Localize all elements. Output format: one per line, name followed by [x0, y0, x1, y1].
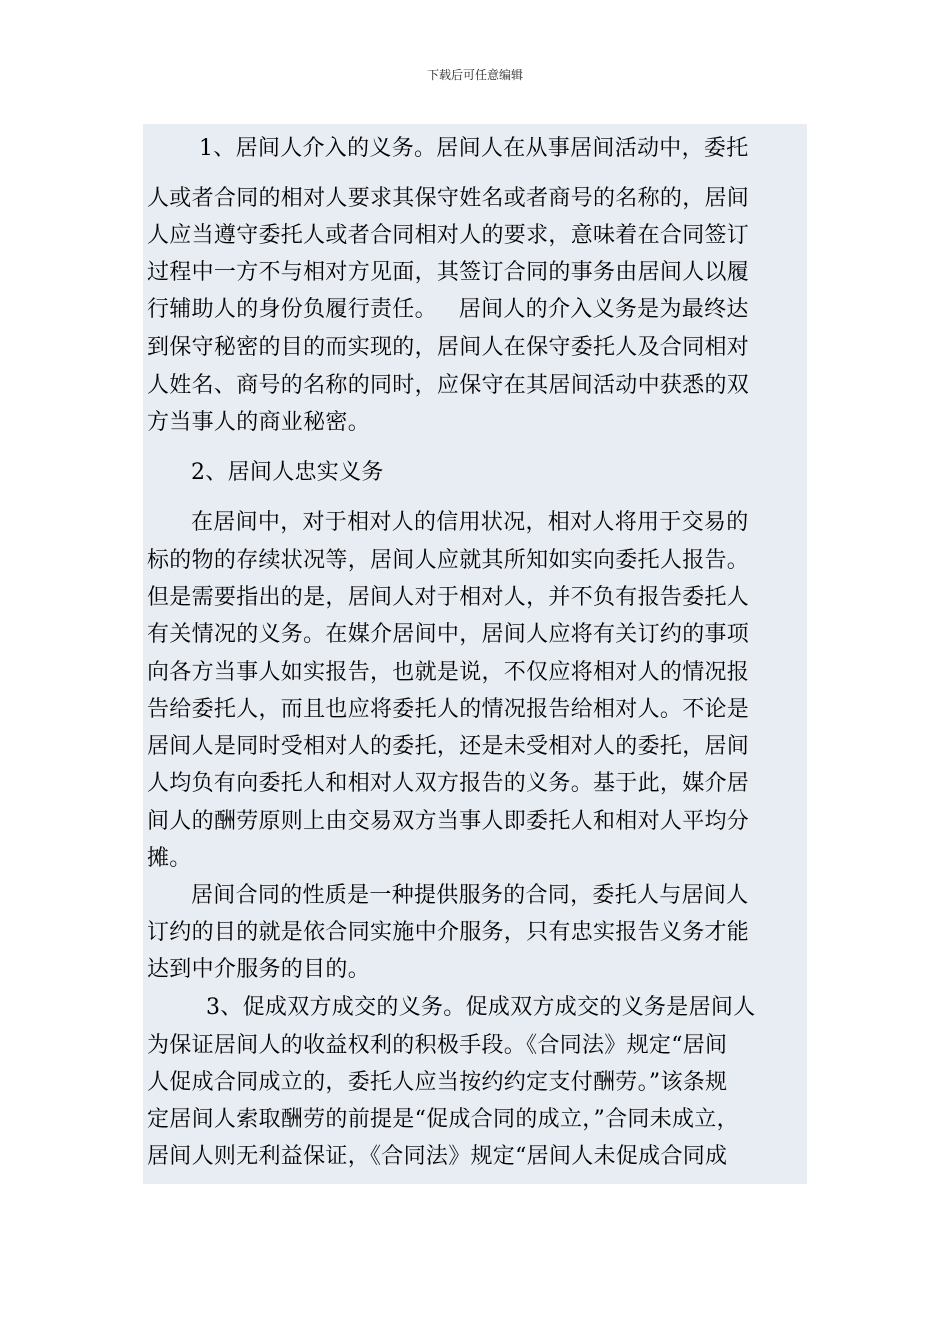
paragraph-3-line-2: 订约的目的就是依合同实施中介服务，只有忠实报告义务才能 — [147, 920, 750, 945]
paragraph-2-line-10: 摊。 — [147, 846, 192, 871]
paragraph-1-line-5: 行辅助人的身份负履行责任。 居间人的介入义务是为最终达 — [147, 297, 749, 322]
paragraph-2-line-6: 告给委托人，而且也应将委托人的情况报告给相对人。不论是 — [147, 697, 750, 722]
paragraph-1-line-3: 人应当遵守委托人或者合同相对人的要求，意味着在合同签订 — [147, 223, 750, 248]
paragraph-1-line-4: 过程中一方不与相对方见面，其签订合同的事务由居间人以履 — [147, 260, 750, 285]
paragraph-2-line-9: 间人的酬劳原则上由交易双方当事人即委托人和相对人平均分 — [147, 809, 750, 834]
paragraph-2-line-2: 标的物的存续状况等，居间人应就其所知如实向委托人报告。 — [147, 548, 750, 573]
paragraph-2-line-5: 向各方当事人如实报告，也就是说，不仅应将相对人的情况报 — [147, 660, 750, 685]
paragraph-4-line-4: 定居间人索取酬劳的前提是“促成合同的成立，”合同未成立， — [147, 1107, 739, 1132]
paragraph-1-line-1: 1、居间人介入的义务。居间人在从事居间活动中，委托 — [199, 136, 749, 161]
paragraph-2-line-1: 在居间中，对于相对人的信用状况，相对人将用于交易的 — [191, 510, 749, 535]
paragraph-4-line-3: 人促成合同成立的，委托人应当按约约定支付酬劳。”该条规 — [147, 1070, 728, 1095]
paragraph-1-line-8: 方当事人的商业秘密。 — [147, 410, 371, 435]
paragraph-2-line-8: 人均负有向委托人和相对人双方报告的义务。基于此，媒介居 — [147, 771, 750, 796]
paragraph-4-line-5: 居间人则无利益保证，《合同法》规定“居间人未促成合同成 — [147, 1144, 728, 1169]
page-header-note: 下载后可任意编辑 — [426, 68, 523, 82]
paragraph-1-line-2: 人或者合同的相对人要求其保守姓名或者商号的名称的，居间 — [147, 186, 750, 211]
paragraph-4-line-1: 3、促成双方成交的义务。促成双方成交的义务是居间人 — [206, 995, 756, 1020]
paragraph-3-line-3: 达到中介服务的目的。 — [147, 957, 371, 982]
paragraph-3-line-1: 居间合同的性质是一种提供服务的合同，委托人与居间人 — [191, 883, 749, 908]
paragraph-4-line-2: 为保证居间人的收益权利的积极手段。《合同法》规定“居间 — [147, 1033, 728, 1058]
paragraph-2-line-7: 居间人是同时受相对人的委托，还是未受相对人的委托，居间 — [147, 734, 750, 759]
paragraph-1-line-6: 到保守秘密的目的而实现的，居间人在保守委托人及合同相对 — [147, 335, 750, 360]
paragraph-2-line-3: 但是需要指出的是，居间人对于相对人，并不负有报告委托人 — [147, 585, 750, 610]
paragraph-2-line-4: 有关情况的义务。在媒介居间中，居间人应将有关订约的事项 — [147, 622, 750, 647]
section-heading-2: 2、居间人忠实义务 — [191, 460, 384, 485]
paragraph-1-line-7: 人姓名、商号的名称的同时，应保守在其居间活动中获悉的双 — [147, 373, 750, 398]
